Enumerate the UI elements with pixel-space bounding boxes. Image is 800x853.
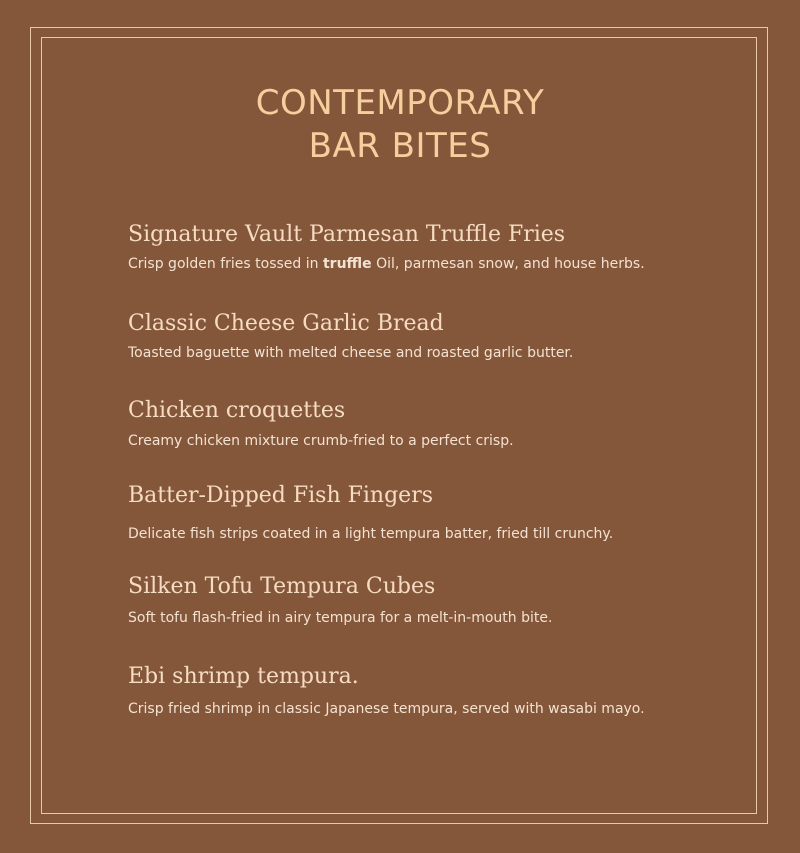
menu-item-truffle-fries xyxy=(128,221,748,274)
item-name: Signature Vault Parmesan Truffle Fries xyxy=(128,222,566,247)
item-name: Batter-Dipped Fish Fingers xyxy=(128,483,434,508)
menu-item-garlic-bread xyxy=(128,310,748,363)
item-name: Ebi shrimp tempura. xyxy=(128,664,359,689)
item-description: Crisp fried shrimp in classic Japanese tempura, served with wasabi mayo. xyxy=(128,701,645,717)
item-description xyxy=(128,254,748,274)
item-name: Silken Tofu Tempura Cubes xyxy=(128,574,436,599)
item-description: Soft tofu flash-fried in airy tempura for a melt-in-mouth bite. xyxy=(128,610,553,626)
menu-title-line2: BAR BITES xyxy=(308,126,492,166)
menu-title-line1: CONTEMPORARY xyxy=(255,83,545,123)
item-description: Delicate fish strips coated in a light tempura batter, fried till crunchy. xyxy=(128,526,614,542)
menu-item-fish-fingers xyxy=(128,482,748,544)
desc-bold-text: truffle xyxy=(322,256,372,272)
item-description: Creamy chicken mixture crumb-fried to a perfect crisp. xyxy=(128,433,514,449)
menu-item-chicken-croquettes xyxy=(128,397,748,451)
item-description: Toasted baguette with melted cheese and roasted garlic butter. xyxy=(128,345,574,361)
item-name: Classic Cheese Garlic Bread xyxy=(128,311,444,336)
desc-text: Oil, parmesan snow, and house herbs. xyxy=(371,256,645,272)
desc-text: Crisp golden fries tossed in xyxy=(128,256,323,272)
menu-item-tofu-tempura xyxy=(128,573,748,628)
item-name: Chicken croquettes xyxy=(128,398,346,423)
menu-item-ebi-shrimp xyxy=(128,663,748,719)
